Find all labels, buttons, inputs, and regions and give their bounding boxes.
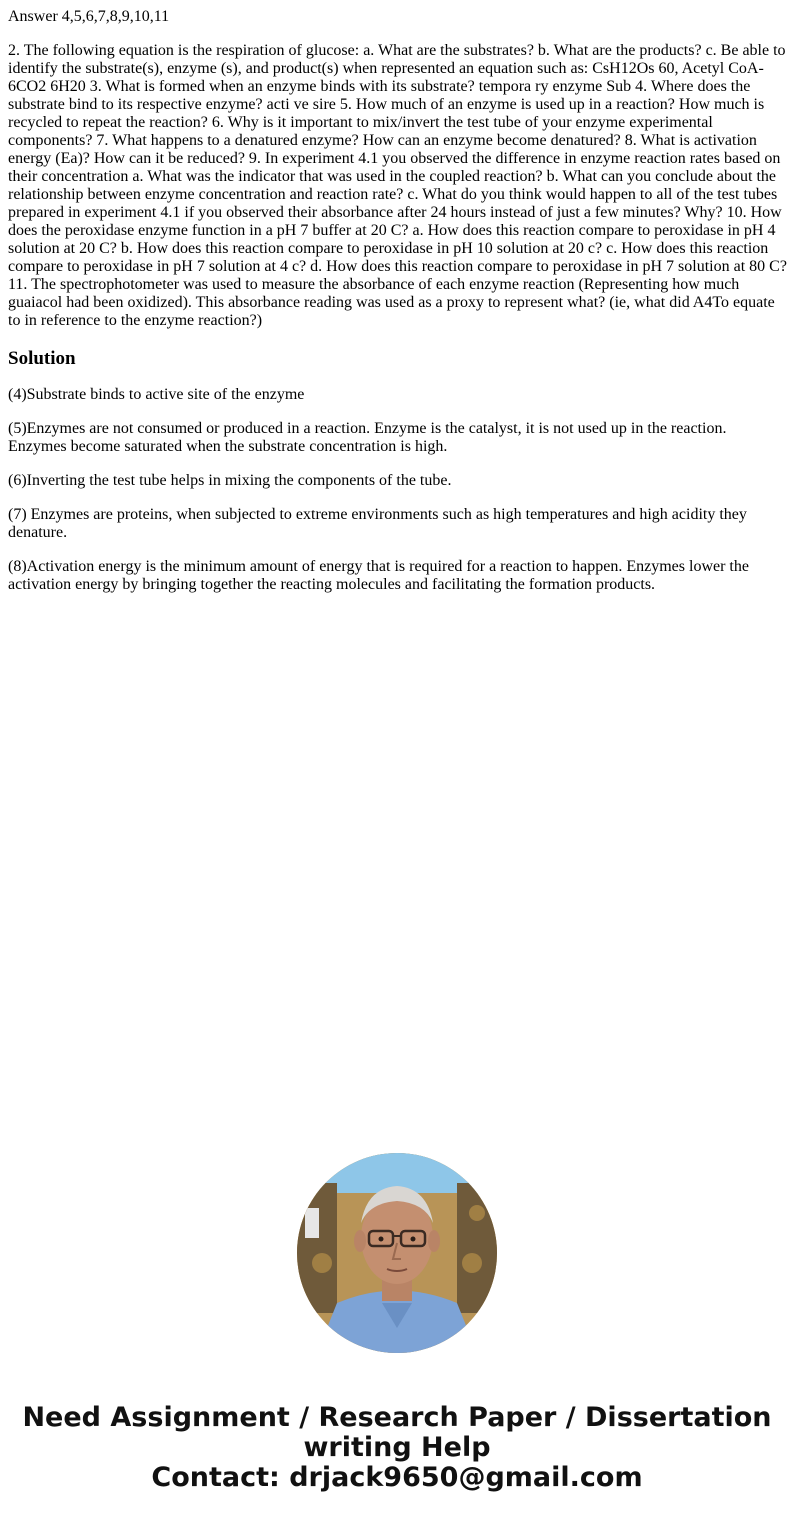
document-content	[8, 8, 788, 610]
promo-text	[0, 1403, 794, 1493]
answer-4: (4)Substrate binds to active site of the enzyme	[8, 386, 305, 403]
avatar	[297, 1153, 497, 1353]
promo-line-1: Need Assignment / Research Paper / Dissertation	[22, 1402, 772, 1433]
promo-contact: Contact: drjack9650@gmail.com	[151, 1462, 643, 1493]
answer-6: (6)Inverting the test tube helps in mixing the components of the tube.	[8, 472, 452, 489]
answer-8: (8)Activation energy is the minimum amount of energy that is required for a reaction to happen. Enzymes lower the activation energy by bringing together the reacting molecules and facilitating the formation products.	[8, 558, 749, 593]
answer-7: (7) Enzymes are proteins, when subjected to extreme environments such as high temperatures and high acidity they denature.	[8, 506, 747, 541]
portrait-image	[297, 1153, 497, 1353]
promo-line-2: writing Help	[303, 1432, 491, 1463]
answer-5: (5)Enzymes are not consumed or produced in a reaction. Enzyme is the catalyst, it is not used up in the reaction. Enzymes become saturated when the substrate concentration is high.	[8, 420, 727, 455]
promo-banner	[0, 1153, 794, 1493]
question-title: Answer 4,5,6,7,8,9,10,11	[8, 8, 170, 25]
question-body: 2. The following equation is the respiration of glucose: a. What are the substrates? b. What are the products? c. Be able to identify the substrate(s), enzyme (s), and product(s) when represented an equation such as: CsH12Os 60, Acetyl CoA- 6CO2 6H20 3. What is formed when an enzyme binds with its substrate? tempora ry enzyme Sub 4. Where does the substrate bind to its respective enzyme? acti ve sire 5. How much of an enzyme is used up in a reaction? How much is recycled to repeat the reaction? 6. Why is it important to mix/invert the test tube of your enzyme experimental components? 7. What happens to a denatured enzyme? How can an enzyme become denatured? 8. What is activation energy (Ea)? How can it be reduced? 9. In experiment 4.1 you observed the difference in enzyme reaction rates based on their concentration a. What was the indicator that was used in the coupled reaction? b. What can you conclude about the relationship between enzyme concentration and reaction rate? c. What do you think would happen to all of the test tubes prepared in experiment 4.1 if you observed their absorbance after 24 hours instead of just a few minutes? Why? 10. How does the peroxidase enzyme function in a pH 7 buffer at 20 C? a. How does this reaction compare to peroxidase in pH 4 solution at 20 C? b. How does this reaction compare to peroxidase in pH 10 solution at 20 c? c. How does this reaction compare to peroxidase in pH 7 solution at 4 c? d. How does this reaction compare to peroxidase in pH 7 solution at 80 C? 11. The spectrophotometer was used to measure the absorbance of each enzyme reaction (Representing how much guaiacol had been oxidized). This absorbance reading was used as a proxy to represent what? (ie, what did A4To equate to in reference to the enzyme reaction?)	[8, 42, 787, 329]
solution-heading: Solution	[8, 348, 76, 369]
